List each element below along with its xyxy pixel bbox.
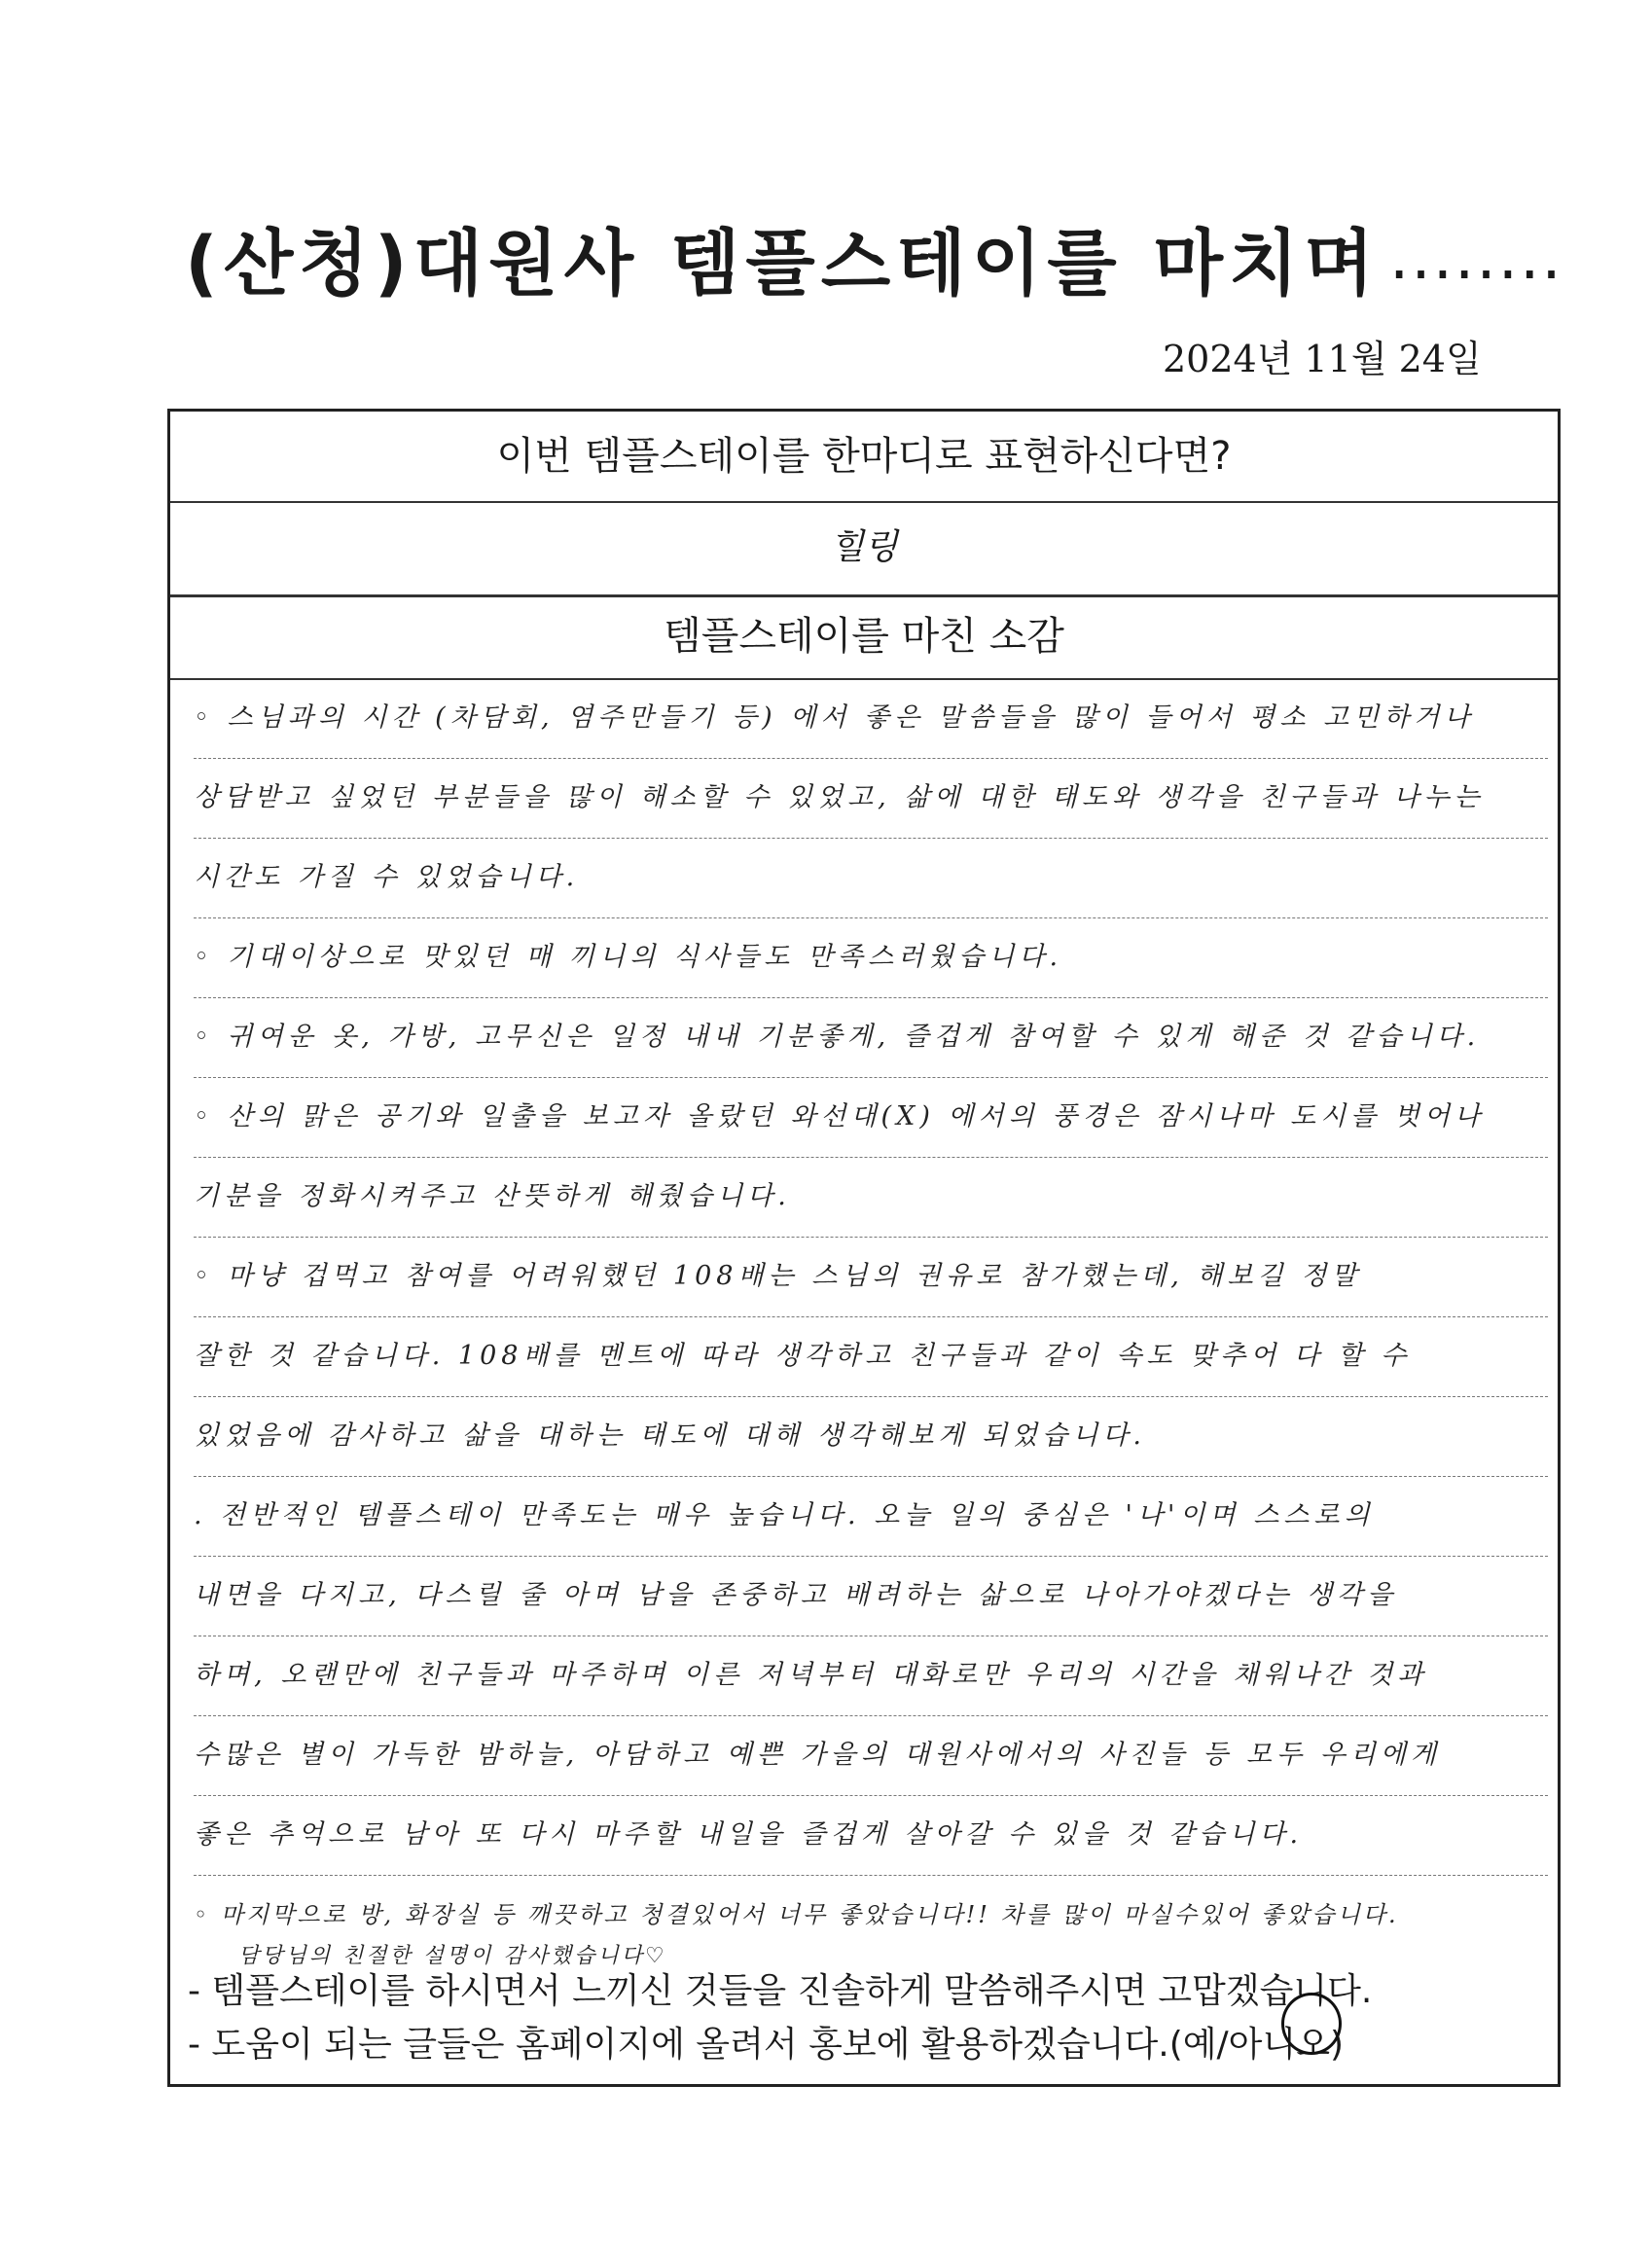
handwritten-date: 2024년 11월 24일 (1163, 338, 1482, 380)
survey-form (167, 409, 1561, 2087)
impression-line: 하며, 오랜만에 친구들과 마주하며 이른 저녁부터 대화로만 우리의 시간을 채워나간 것과 (194, 1636, 1548, 1716)
impressions-heading: 템플스테이를 마친 소감 (170, 594, 1558, 680)
title-dots: ........ (1389, 222, 1563, 294)
impression-line: ◦ 마지막으로 방, 화장실 등 깨끗하고 청결있어서 너무 좋았습니다!! 차를 많이 마실수있어 좋았습니다. (194, 1901, 1399, 1928)
impression-line: ◦ 스님과의 시간 (차담회, 염주만들기 등) 에서 좋은 말씀들을 많이 들어서 평소 고민하거나 (194, 678, 1548, 759)
impression-line: 수많은 별이 가득한 밤하늘, 아담하고 예쁜 가을의 대원사에서의 사진들 등 모두 우리에게 (194, 1715, 1548, 1796)
impression-line: 있었음에 감사하고 삶을 대하는 태도에 대해 생각해보게 되었습니다. (194, 1396, 1548, 1477)
impression-line: ◦ 귀여운 옷, 가방, 고무신은 일정 내내 기분좋게, 즐겁게 참여할 수 있게 해준 것 같습니다. (194, 997, 1548, 1078)
impression-line: 잘한 것 같습니다. 108배를 멘트에 따라 생각하고 친구들과 같이 속도 맞추어 다 할 수 (194, 1316, 1548, 1397)
impression-line: ◦ 마냥 겁먹고 참여를 어려워했던 108배는 스님의 권유로 참가했는데, 해보길 정말 (194, 1237, 1548, 1317)
impression-line: 내면을 다지고, 다스릴 줄 아며 남을 존중하고 배려하는 삶으로 나아가야겠다는 생각을 (194, 1556, 1548, 1636)
impression-line: ◦ 기대이상으로 맛있던 매 끼니의 식사들도 만족스러웠습니다. (194, 917, 1548, 998)
impression-line: 기분을 정화시켜주고 산뜻하게 해줬습니다. (194, 1157, 1548, 1238)
impression-line: 상담받고 싶었던 부분들을 많이 해소할 수 있었고, 삶에 대한 태도와 생각을 친구들과 나누는 (194, 758, 1548, 839)
impression-footnote: 담당님의 친절한 설명이 감사했습니다♡ (238, 1944, 667, 1968)
instruction-line: - 도움이 되는 글들은 홈페이지에 올려서 홍보에 활용하겠습니다.(예/아니오) (188, 2025, 1345, 2065)
page-title: (산청)대원사 템플스테이를 마치며 (185, 222, 1380, 306)
impression-line: ◦ 산의 맑은 공기와 일출을 보고자 올랐던 와선대(X) 에서의 풍경은 잠시나마 도시를 벗어나 (194, 1077, 1548, 1158)
impression-line: 좋은 추억으로 남아 또 다시 마주할 내일을 즐겁게 살아갈 수 있을 것 같습니다. (194, 1795, 1548, 1876)
impression-line: . 전반적인 템플스테이 만족도는 매우 높습니다. 오늘 일의 중심은 '나'이며 스스로의 (194, 1476, 1548, 1557)
impression-line: 시간도 가질 수 있었습니다. (194, 838, 1548, 918)
one-word-answer: 힐링 (170, 501, 1558, 597)
instruction-line: - 템플스테이를 하시면서 느끼신 것들을 진솔하게 말씀해주시면 고맙겠습니다. (188, 1971, 1373, 2011)
selected-yes-circle (1281, 1993, 1342, 2055)
one-word-question: 이번 템플스테이를 한마디로 표현하신다면? (170, 412, 1558, 503)
